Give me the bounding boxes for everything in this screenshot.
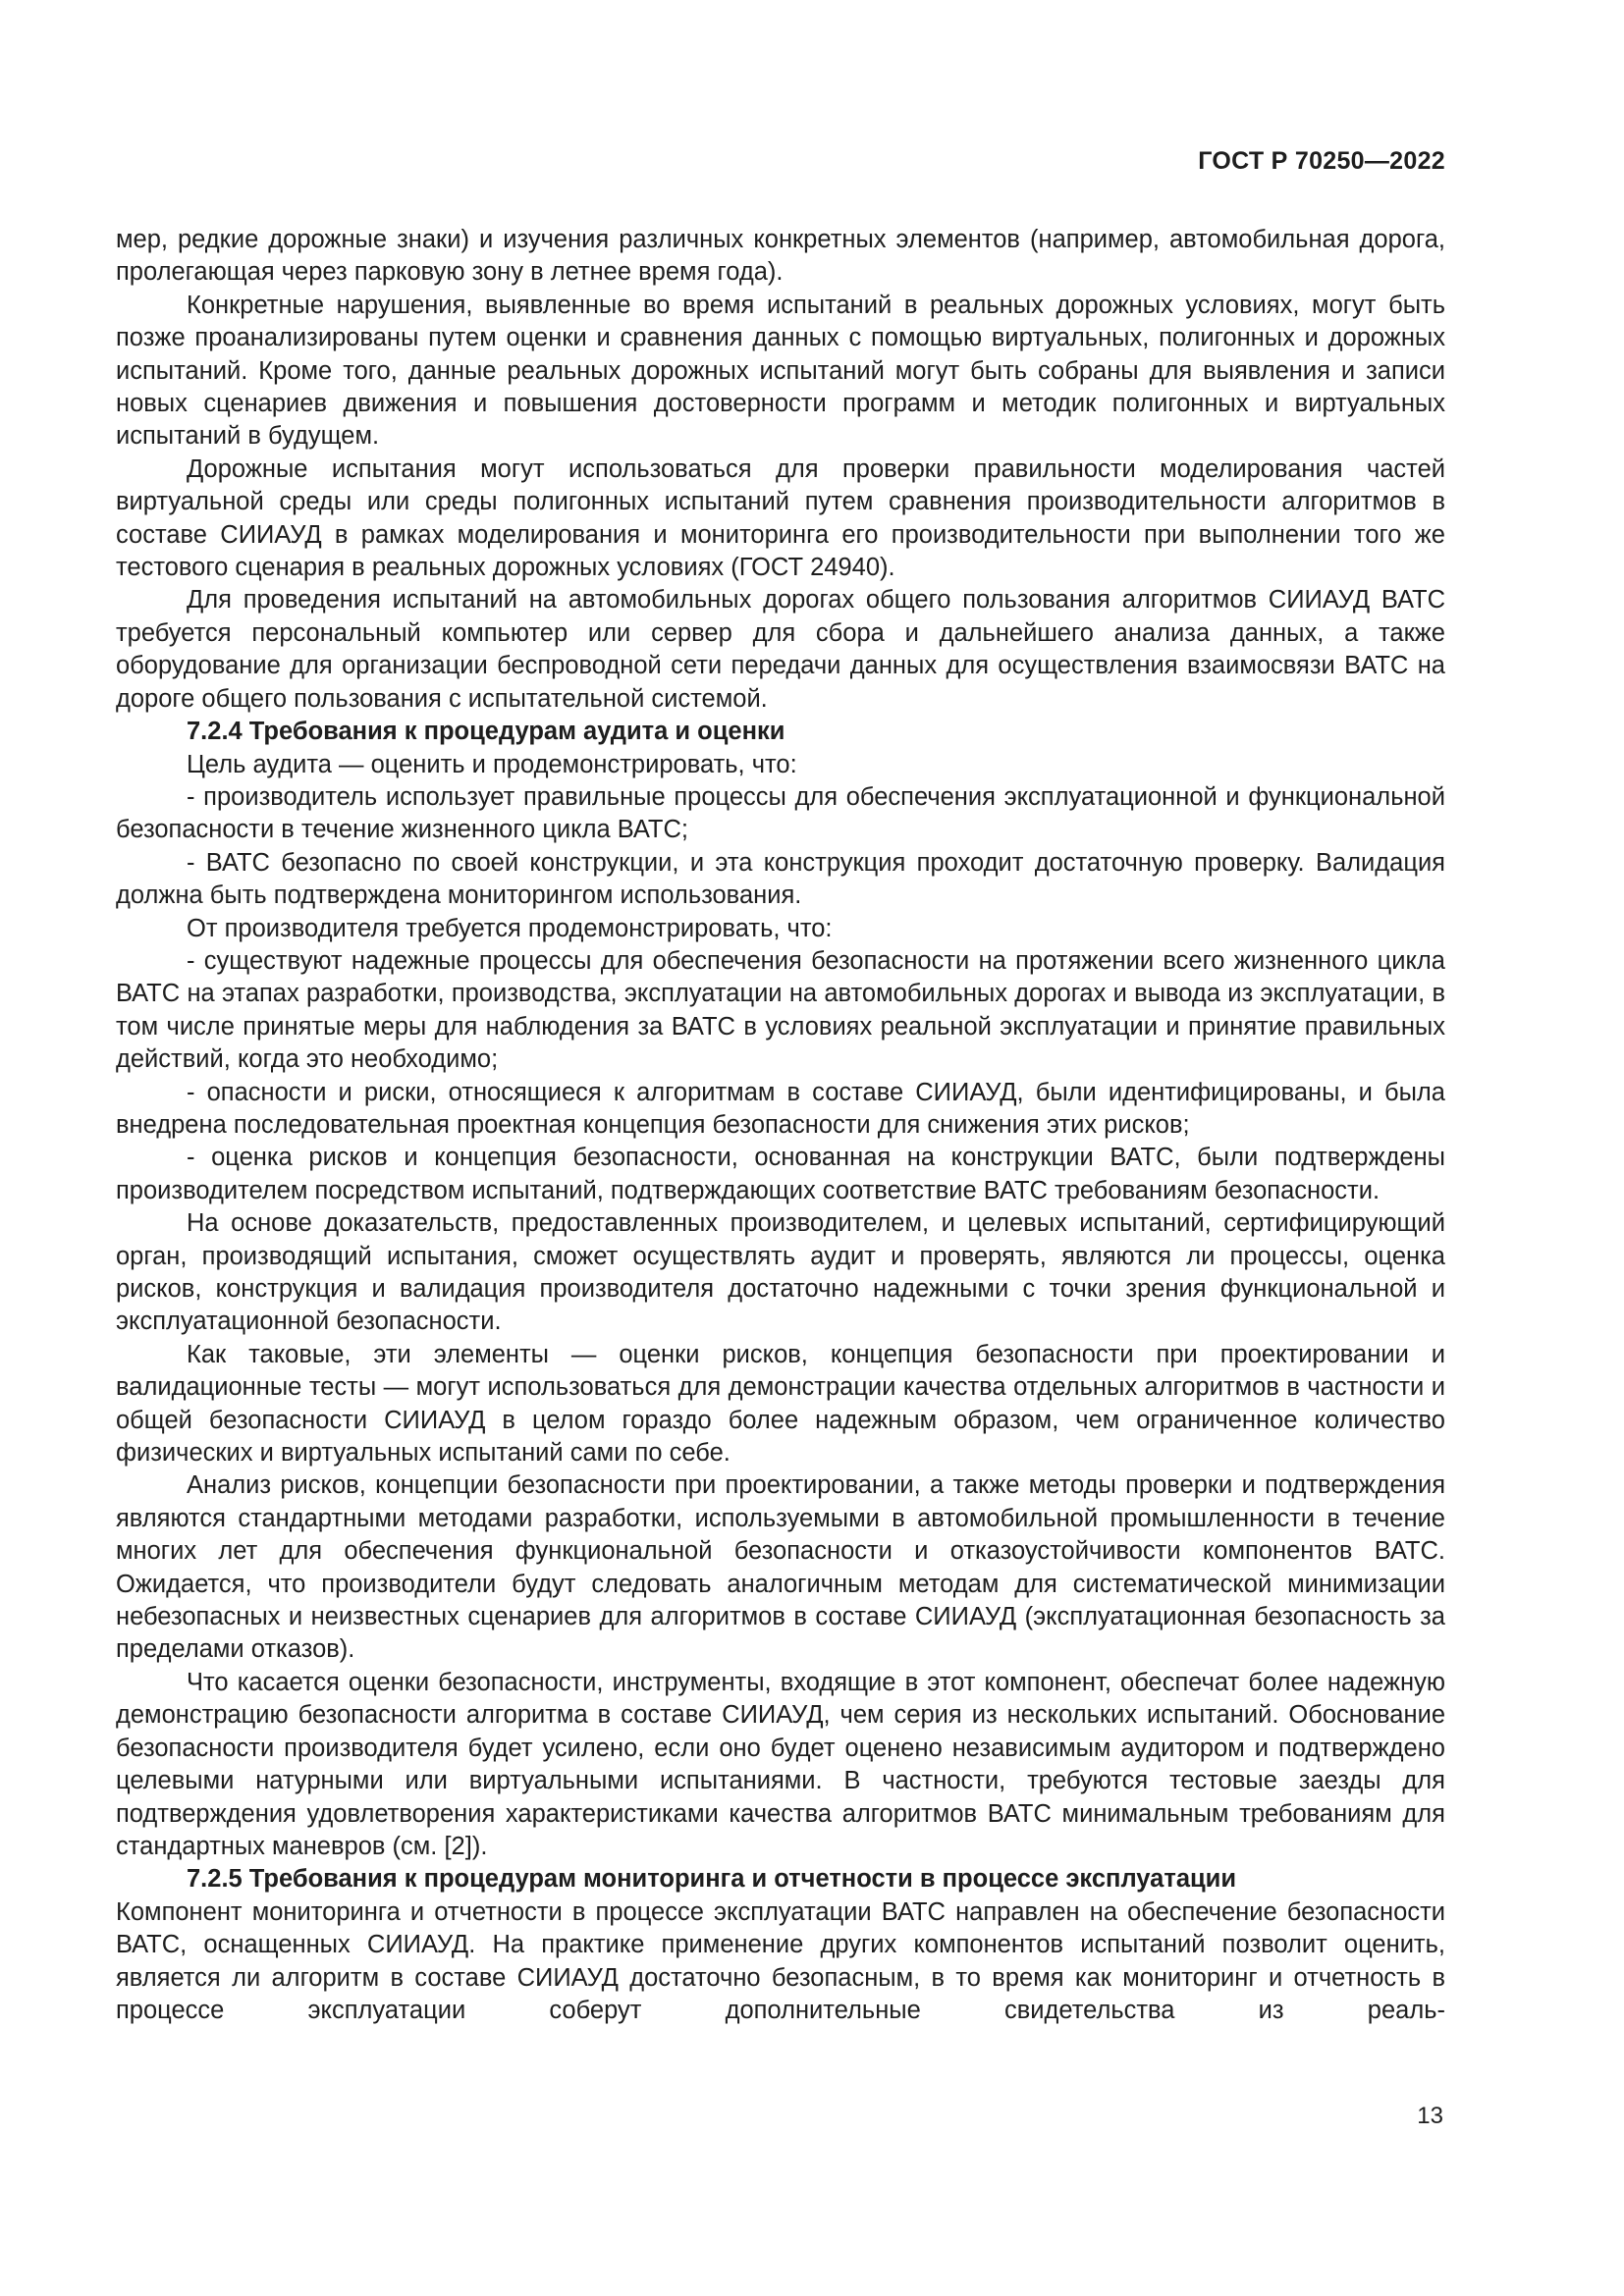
paragraph: Для проведения испытаний на автомобильных дорогах общего пользования алгоритмов СИИАУД ВАТС требуется персональный компьютер или сервер для сбора и дальнейшего анализа данных, а также оборудование для организации беспроводной сети передачи данных для осуществления взаимосвязи ВАТС на дороге общего пользования с испытательной системой.	[116, 586, 1445, 713]
section-heading: 7.2.4 Требования к процедурам аудита и оценки	[187, 718, 785, 746]
paragraph: Компонент мониторинга и отчетности в процессе эксплуатации ВАТС направлен на обеспечение безопасности ВАТС, оснащенных СИИАУД. На практике применение других компонентов испытаний позволит оценить, является ли алгоритм в составе СИИАУД достаточно безопасным, в то время как мониторинг и отчетность в процессе эксплуатации соберут дополнительные свидетельства из реаль-	[116, 1897, 1445, 2024]
paragraph: - существуют надежные процессы для обеспечения безопасности на протяжении всего жизненного цикла ВАТС на этапах разработки, производства, эксплуатации на автомобильных дорогах и вывода из эксплуатации, в том числе принятые меры для наблюдения за ВАТС в условиях реальной эксплуатации и принятие правильных действий, когда это необходимо;	[116, 946, 1445, 1074]
paragraph: Анализ рисков, концепции безопасности при проектировании, а также методы проверки и подтверждения являются стандартными методами разработки, используемыми в автомобильной промышленности в течение многих лет для обеспечения функциональной безопасности и отказоустойчивости компонентов ВАТС. Ожидается, что производители будут следовать аналогичным методам для систематической минимизации небезопасных и неизвестных сценариев для алгоритмов в составе СИИАУД (эксплуатационная безопасность за пределами отказов).	[116, 1471, 1445, 1664]
paragraph: - ВАТС безопасно по своей конструкции, и эта конструкция проходит достаточную проверку. Валидация должна быть подтверждена мониторингом использования.	[116, 848, 1445, 910]
paragraph: Что касается оценки безопасности, инструменты, входящие в этот компонент, обеспечат более надежную демонстрацию безопасности алгоритма в составе СИИАУД, чем серия из нескольких испытаний. Обоснование безопасности производителя будет усилено, если оно будет оценено независимым аудитором и подтверждено целевыми натурными или виртуальными испытаниями. В частности, требуются тестовые заезды для подтверждения удовлетворения характеристиками качества алгоритмов ВАТС минимальным требованиям для стандартных маневров (см. [2]).	[116, 1668, 1445, 1860]
page-number: 13	[1417, 2103, 1443, 2129]
document-body	[116, 224, 1445, 2027]
paragraph: От производителя требуется продемонстрировать, что:	[187, 914, 833, 942]
section-heading: 7.2.5 Требования к процедурам мониторинга и отчетности в процессе эксплуатации	[187, 1865, 1237, 1894]
paragraph: Дорожные испытания могут использоваться для проверки правильности моделирования частей виртуальной среды или среды полигонных испытаний путем сравнения производительности алгоритмов в составе СИИАУД в рамках моделирования и мониторинга его производительности при выполнении того же тестового сценария в реальных дорожных условиях (ГОСТ 24940).	[116, 454, 1445, 582]
paragraph: - оценка рисков и концепция безопасности, основанная на конструкции ВАТС, были подтверждены производителем посредством испытаний, подтверждающих соответствие ВАТС требованиям безопасности.	[116, 1144, 1445, 1204]
paragraph: - производитель использует правильные процессы для обеспечения эксплуатационной и функциональной безопасности в течение жизненного цикла ВАТС;	[116, 782, 1445, 844]
paragraph: Как таковые, эти элементы — оценки рисков, концепция безопасности при проектировании и валидационные тесты — могут использоваться для демонстрации качества отдельных алгоритмов в частности и общей безопасности СИИАУД в целом гораздо более надежным образом, чем ограниченное количество физических и виртуальных испытаний сами по себе.	[116, 1340, 1445, 1468]
standard-code-header: ГОСТ Р 70250—2022	[1198, 147, 1445, 175]
paragraph: Цель аудита — оценить и продемонстрировать, что:	[187, 750, 797, 778]
paragraph: Конкретные нарушения, выявленные во время испытаний в реальных дорожных условиях, могут быть позже проанализированы путем оценки и сравнения данных с помощью виртуальных, полигонных и дорожных испытаний. Кроме того, данные реальных дорожных испытаний могут быть собраны для выявления и записи новых сценариев движения и повышения достоверности программ и методик полигонных и виртуальных испытаний в будущем.	[116, 291, 1445, 451]
paragraph: мер, редкие дорожные знаки) и изучения различных конкретных элементов (например, автомобильная дорога, пролегающая через парковую зону в летнее время года).	[116, 226, 1445, 287]
paragraph: - опасности и риски, относящиеся к алгоритмам в составе СИИАУД, были идентифицированы, и была внедрена последовательная проектная концепция безопасности для снижения этих рисков;	[116, 1078, 1445, 1139]
paragraph: На основе доказательств, предоставленных производителем, и целевых испытаний, сертифицирующий орган, производящий испытания, сможет осуществлять аудит и проверять, являются ли процессы, оценка рисков, конструкция и валидация производителя достаточно надежными с точки зрения функциональной и эксплуатационной безопасности.	[116, 1209, 1445, 1336]
